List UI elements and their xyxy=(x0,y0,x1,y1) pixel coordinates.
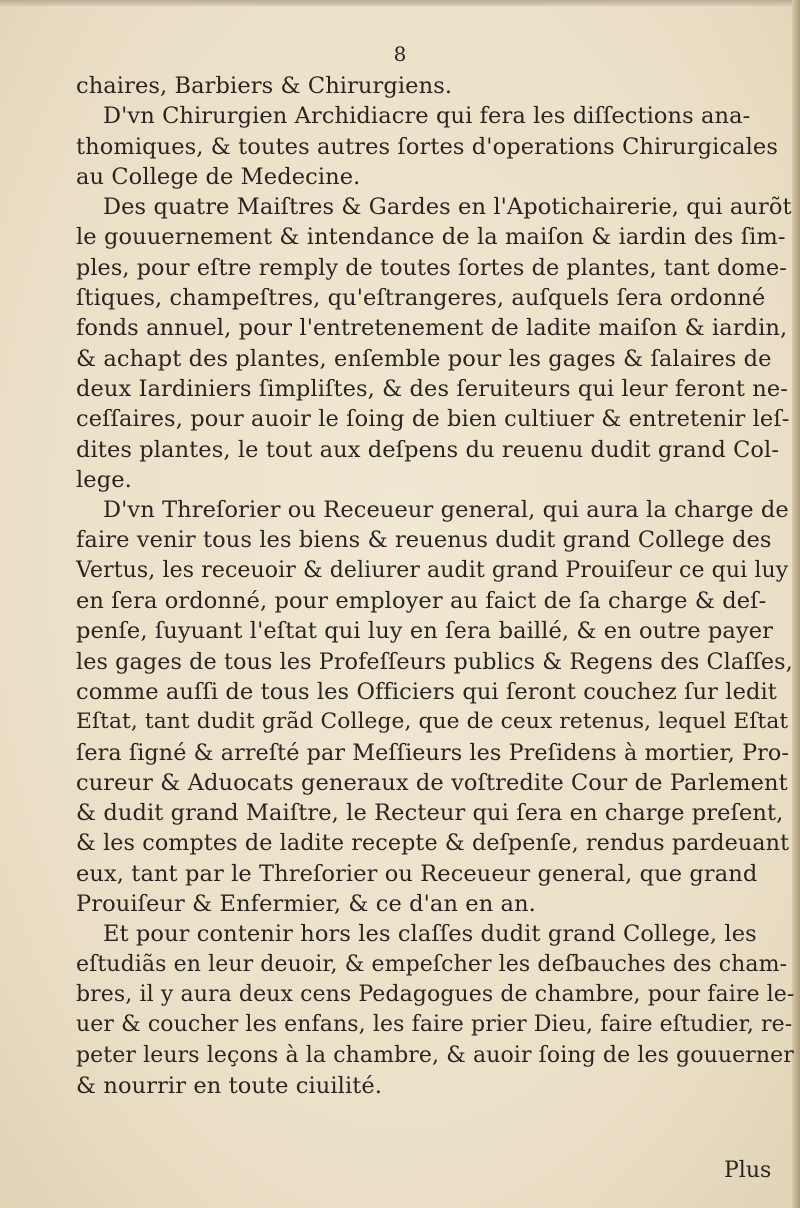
text-line: D'vn Threſorier ou Receueur general, qui aura la charge de xyxy=(103,497,789,524)
text-line: faire venir tous les biens & reuenus dudit grand College des xyxy=(76,527,772,554)
text-line: Et pour contenir hors les claſſes dudit grand College, les xyxy=(103,921,757,948)
text-line: comme auſſi de tous les Officiers qui ſeront couchez ſur ledit xyxy=(76,678,777,705)
page-number: 8 xyxy=(393,42,407,66)
text-line: ſtiques, champeſtres, qu'eſtrangeres, auſquels ſera ordonné xyxy=(76,285,766,312)
text-line: les gages de tous les Profeſſeurs publics & Regens des Claſſes, xyxy=(76,648,793,675)
text-line: fonds annuel, pour l'entretenement de ladite maiſon & iardin, xyxy=(76,315,788,342)
text-line: cureur & Aduocats generaux de voſtredite Cour de Parlement xyxy=(76,769,788,796)
text-line: uer & coucher les enfans, les faire prier Dieu, faire eſtudier, re- xyxy=(76,1012,793,1038)
text-line: thomiques, & toutes autres ſortes d'operations Chirurgicales xyxy=(76,133,778,160)
text-line: peter leurs leçons à la chambre, & auoir ſoing de les gouuerner xyxy=(76,1042,794,1068)
text-line: & nourrir en toute ciuilité. xyxy=(76,1072,383,1099)
text-line: lege. xyxy=(76,466,132,493)
text-line: Des quatre Maiſtres & Gardes en l'Apotichairerie, qui aurõt xyxy=(103,194,792,221)
text-line: penſe, ſuyuant l'eſtat qui luy en ſera baillé, & en outre payer xyxy=(76,618,774,645)
text-line: eux, tant par le Threſorier ou Receueur general, que grand xyxy=(76,860,758,887)
text-line: eſtudiãs en leur deuoir, & empeſcher les deſbauches des cham- xyxy=(76,951,788,977)
text-line: dites plantes, le tout aux deſpens du reuenu dudit grand Col- xyxy=(76,436,780,463)
text-line: chaires, Barbiers & Chirurgiens. xyxy=(76,73,453,99)
text-line: Eſtat, tant dudit grãd College, que de ceux retenus, lequel Eſtat xyxy=(76,709,789,735)
text-line: le gouuernement & intendance de la maiſon & iardin des ſim- xyxy=(76,224,786,251)
top-rule xyxy=(0,0,800,6)
text-line: & les comptes de ladite recepte & deſpenſe, rendus pardeuant xyxy=(76,830,790,857)
text-line: & achapt des plantes, enſemble pour les gages & ſalaires de xyxy=(76,345,772,372)
text-line: deux Iardiniers ſimpliſtes, & des ſeruiteurs qui leur feront ne- xyxy=(76,375,788,402)
text-line: Prouiſeur & Enfermier, & ce d'an en an. xyxy=(76,891,536,918)
text-line: ſera ſigné & arreſté par Meſſieurs les Preſidens à mortier, Pro- xyxy=(76,739,789,766)
text-line: au College de Medecine. xyxy=(76,163,361,190)
text-line: ceſſaires, pour auoir le ſoing de bien cultiuer & entretenir leſ- xyxy=(76,406,790,433)
body-text xyxy=(76,71,794,1101)
catchword: Plus xyxy=(724,1158,772,1183)
text-line: Vertus, les receuoir & deliurer audit grand Prouiſeur ce qui luy xyxy=(76,557,789,583)
text-line: D'vn Chirurgien Archidiacre qui fera les diſſections ana- xyxy=(103,103,751,130)
text-line: ples, pour eſtre remply de toutes ſortes de plantes, tant dome- xyxy=(76,254,787,281)
text-line: bres, il y aura deux cens Pedagogues de chambre, pour faire le- xyxy=(76,981,795,1007)
text-line: en ſera ordonné, pour employer au faict de ſa charge & deſ- xyxy=(76,588,767,615)
text-line: & dudit grand Maiſtre, le Recteur qui ſera en charge preſent, xyxy=(76,800,784,827)
